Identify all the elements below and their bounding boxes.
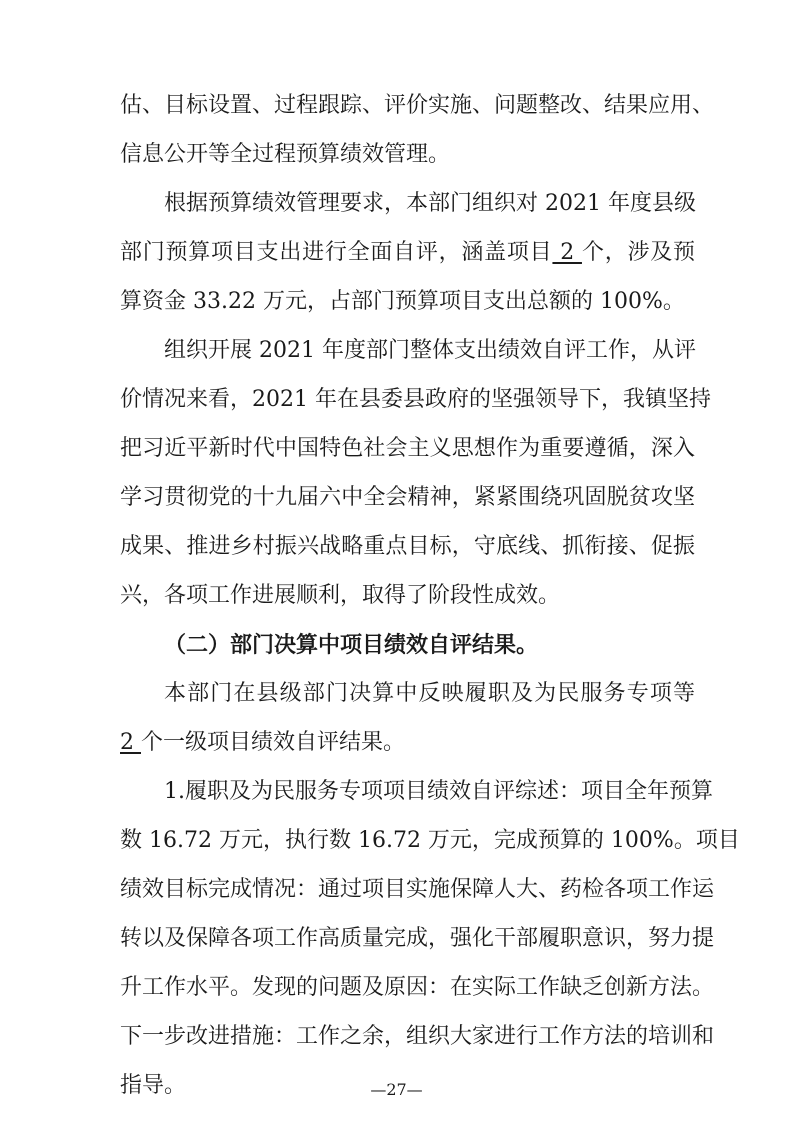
paragraph-4-line-2 xyxy=(120,727,695,759)
paragraph-4-text: 本部门在县级部门决算中反映履职及为民服务专项等 xyxy=(164,681,695,706)
section-heading: （二）部门决算中项目绩效自评结果。 xyxy=(164,632,539,658)
paragraph-1-line-1: 估、目标设置、过程跟踪、评价实施、问题整改、结果应用、 xyxy=(120,93,715,118)
paragraph-3-line-4: 学习贯彻党的十九届六中全会精神，紧紧围绕巩固脱贫攻坚 xyxy=(120,485,695,510)
paragraph-5-line-2: 数 16.72 万元，执行数 16.72 万元，完成预算的 100%。项目 xyxy=(120,828,740,853)
paragraph-5-line-6: 下一步改进措施：工作之余，组织大家进行工作方法的培训和 xyxy=(120,1024,715,1049)
paragraph-3-line-6: 兴，各项工作进展顺利，取得了阶段性成效。 xyxy=(120,583,561,608)
paragraph-3-line-2: 价情况来看，2021 年在县委县政府的坚强领导下，我镇坚持 xyxy=(120,387,711,412)
project-count: 2 xyxy=(120,730,141,755)
paragraph-5-line-7: 指导。 xyxy=(120,1073,187,1098)
page-number: —27— xyxy=(370,1080,423,1099)
paragraph-1-line-2: 信息公开等全过程预算绩效管理。 xyxy=(120,142,451,167)
paragraph-2-line-1: 根据预算绩效管理要求，本部门组织对 2021 年度县级 xyxy=(164,191,696,216)
paragraph-2-text: 部门预算项目支出进行全面自评，涵盖项目 xyxy=(120,240,553,265)
paragraph-3-line-1: 组织开展 2021 年度部门整体支出绩效自评工作，从评 xyxy=(164,338,696,363)
paragraph-5-line-1: 1.履职及为民服务专项项目绩效自评综述：项目全年预算 xyxy=(164,779,713,804)
paragraph-4-line-1 xyxy=(164,678,695,710)
paragraph-2-text: 个，涉及预 xyxy=(581,240,695,265)
paragraph-5-line-3: 绩效目标完成情况：通过项目实施保障人大、药检各项工作运 xyxy=(120,877,715,902)
paragraph-3-line-5: 成果、推进乡村振兴战略重点目标，守底线、抓衔接、促振 xyxy=(120,534,695,559)
paragraph-5-line-4: 转以及保障各项工作高质量完成，强化干部履职意识，努力提 xyxy=(120,926,715,951)
paragraph-4-text: 个一级项目绩效自评结果。 xyxy=(141,730,406,755)
paragraph-5-line-5: 升工作水平。发现的问题及原因：在实际工作缺乏创新方法。 xyxy=(120,975,715,1000)
paragraph-2-line-2 xyxy=(120,237,695,269)
project-count: 2 xyxy=(552,240,582,265)
paragraph-2-line-3: 算资金 33.22 万元，占部门预算项目支出总额的 100%。 xyxy=(120,289,685,314)
paragraph-3-line-3: 把习近平新时代中国特色社会主义思想作为重要遵循，深入 xyxy=(120,436,695,461)
